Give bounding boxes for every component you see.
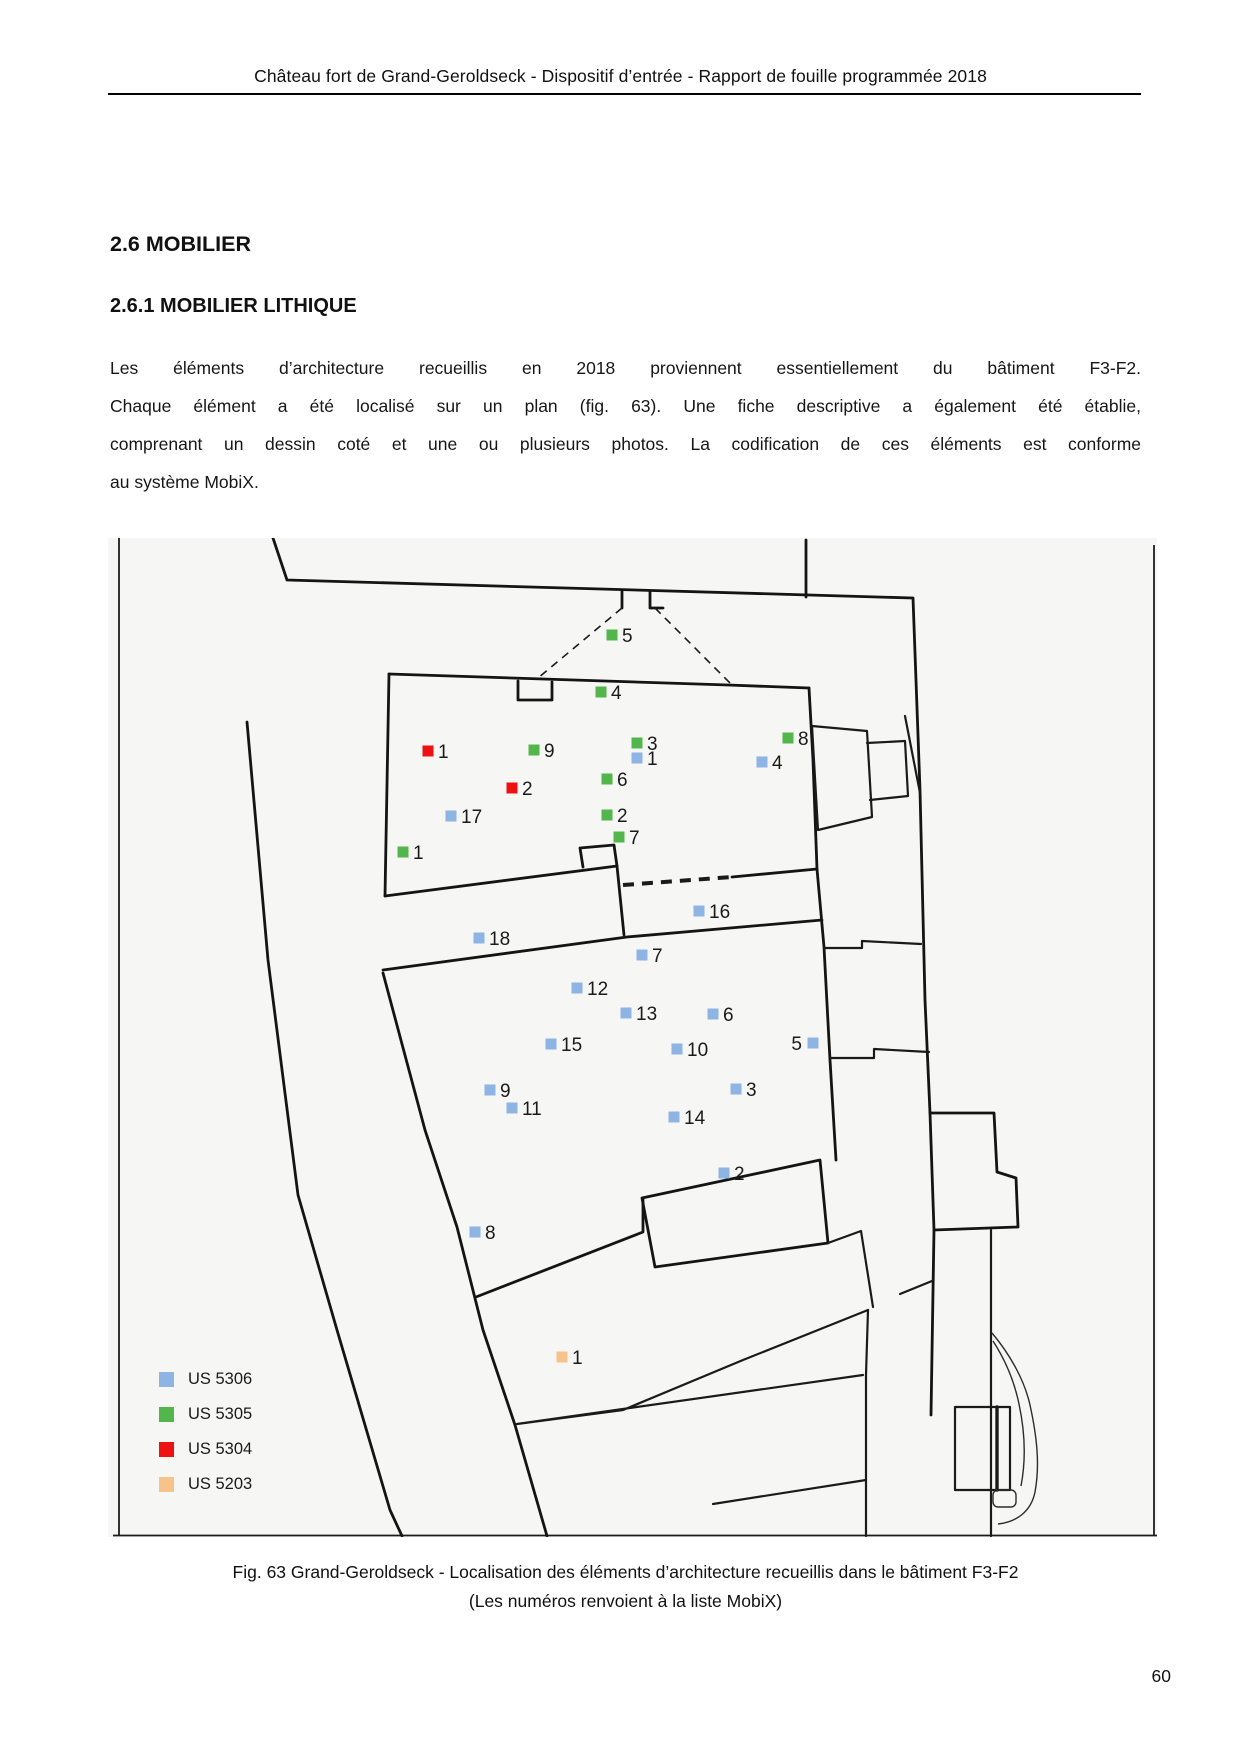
plan-marker-us5306-17	[446, 807, 483, 828]
marker-square	[602, 810, 613, 821]
marker-number: 2	[522, 779, 533, 800]
marker-square	[446, 811, 457, 822]
plan-legend	[159, 1362, 319, 1502]
legend-swatch	[159, 1442, 174, 1457]
section-heading: 2.6 MOBILIER	[110, 232, 251, 256]
legend-label: US 5304	[188, 1440, 253, 1458]
plan-marker-us5306-1	[632, 749, 658, 770]
marker-number: 10	[687, 1040, 709, 1061]
header-rule	[108, 93, 1141, 95]
marker-number: 11	[522, 1099, 542, 1120]
plan-markers-layer	[398, 626, 819, 1369]
legend-swatch	[159, 1372, 174, 1387]
marker-square	[596, 687, 607, 698]
marker-number: 4	[611, 683, 622, 704]
plan-marker-us5306-12	[572, 979, 609, 1000]
plan-marker-us5306-8	[470, 1223, 496, 1244]
marker-number: 18	[489, 929, 511, 950]
marker-number: 14	[684, 1108, 706, 1129]
marker-number: 6	[617, 770, 628, 791]
paragraph-line: Chaque élément a été localisé sur un plan (fig. 63). Une fiche descriptive a également été établie,	[110, 396, 1141, 416]
plan-marker-us5306-18	[474, 929, 511, 950]
paragraph-line: au système MobiX.	[110, 472, 259, 492]
marker-square	[757, 757, 768, 768]
marker-number: 1	[413, 843, 424, 864]
plan-marker-us5306-10	[672, 1040, 709, 1061]
plan-marker-us5306-14	[669, 1108, 706, 1129]
marker-square	[529, 745, 540, 756]
marker-number: 2	[734, 1164, 745, 1185]
plan-marker-us5306-4	[757, 753, 784, 774]
marker-number: 7	[629, 828, 640, 849]
marker-number: 1	[647, 749, 658, 770]
marker-number: 9	[500, 1081, 511, 1102]
marker-number: 1	[438, 742, 449, 763]
subsection-heading: 2.6.1 MOBILIER LITHIQUE	[110, 295, 357, 317]
marker-square	[507, 783, 518, 794]
plan-marker-us5306-11	[507, 1099, 542, 1120]
plan-marker-us5306-16	[694, 902, 731, 923]
marker-number: 4	[772, 753, 783, 774]
marker-square	[783, 733, 794, 744]
figure-caption-line1: Fig. 63 Grand-Geroldseck - Localisation des éléments d’architecture recueillis dans le bâtiment F3-F2	[232, 1562, 1019, 1582]
marker-number: 5	[791, 1034, 802, 1055]
marker-square	[474, 933, 485, 944]
marker-number: 8	[798, 729, 809, 750]
marker-square	[470, 1227, 481, 1238]
marker-square	[621, 1008, 632, 1019]
plan-marker-us5305-6	[602, 770, 628, 791]
plan-marker-us5306-6	[708, 1005, 734, 1026]
marker-square	[602, 774, 613, 785]
marker-square	[398, 847, 409, 858]
page-number: 60	[1151, 1666, 1171, 1686]
plan-marker-us5203-1	[557, 1348, 583, 1369]
plan-marker-us5306-7	[637, 946, 663, 967]
marker-square	[708, 1009, 719, 1020]
marker-square	[507, 1103, 518, 1114]
legend-label: US 5203	[188, 1475, 253, 1493]
paragraph-line: Les éléments d’architecture recueillis en 2018 proviennent essentiellement du bâtiment F3-F2.	[110, 358, 1141, 378]
marker-square	[637, 950, 648, 961]
marker-number: 8	[485, 1223, 496, 1244]
plan-marker-us5305-5	[607, 626, 633, 647]
legend-swatch	[159, 1477, 174, 1492]
plan-marker-us5306-5	[791, 1034, 818, 1055]
plan-marker-us5305-9	[529, 741, 555, 762]
marker-number: 15	[561, 1035, 583, 1056]
rock-contours	[992, 1333, 1037, 1524]
marker-number: 1	[572, 1348, 583, 1369]
marker-number: 9	[544, 741, 555, 762]
figure-caption	[105, 1558, 1146, 1616]
marker-number: 17	[461, 807, 483, 828]
marker-square	[731, 1084, 742, 1095]
marker-number: 16	[709, 902, 731, 923]
marker-square	[485, 1085, 496, 1096]
marker-square	[808, 1038, 819, 1049]
plan-walls-main	[247, 538, 1018, 1536]
body-paragraph	[110, 349, 1141, 501]
page-header-title: Château fort de Grand-Geroldseck - Dispositif d’entrée - Rapport de fouille programmée 2018	[254, 66, 987, 86]
paragraph-line: comprenant un dessin coté et une ou plusieurs photos. La codification de ces éléments est conforme	[110, 434, 1141, 454]
legend-swatch	[159, 1407, 174, 1422]
plan-marker-us5305-1	[398, 843, 424, 864]
marker-number: 13	[636, 1004, 658, 1025]
legend-label: US 5305	[188, 1405, 253, 1423]
marker-square	[572, 983, 583, 994]
plan-marker-us5306-9	[485, 1081, 511, 1102]
marker-square	[632, 738, 643, 749]
legend-item-us5304	[159, 1432, 319, 1467]
plan-marker-us5304-1	[423, 742, 449, 763]
plan-marker-us5304-2	[507, 779, 533, 800]
marker-number: 5	[622, 626, 633, 647]
marker-square	[632, 753, 643, 764]
figure-caption-line2: (Les numéros renvoient à la liste MobiX)	[468, 1591, 783, 1611]
marker-square	[557, 1352, 568, 1363]
legend-item-us5305	[159, 1397, 319, 1432]
plan-marker-us5306-13	[621, 1004, 658, 1025]
marker-number: 3	[746, 1080, 757, 1101]
marker-number: 7	[652, 946, 663, 967]
plan-marker-us5305-2	[602, 806, 628, 827]
marker-number: 2	[617, 806, 628, 827]
plan-marker-us5305-8	[783, 729, 809, 750]
marker-square	[607, 630, 618, 641]
marker-square	[694, 906, 705, 917]
legend-item-us5306	[159, 1362, 319, 1397]
marker-square	[614, 832, 625, 843]
marker-number: 6	[723, 1005, 734, 1026]
legend-label: US 5306	[188, 1370, 253, 1388]
marker-square	[423, 746, 434, 757]
marker-number: 3	[647, 734, 658, 755]
marker-number: 12	[587, 979, 609, 1000]
plan-marker-us5305-7	[614, 828, 640, 849]
marker-square	[719, 1168, 730, 1179]
marker-square	[546, 1039, 557, 1050]
marker-square	[669, 1112, 680, 1123]
plan-marker-us5306-15	[546, 1035, 583, 1056]
plan-marker-us5305-4	[596, 683, 623, 704]
legend-item-us5203	[159, 1467, 319, 1502]
plan-walls-secondary	[517, 716, 1010, 1536]
marker-square	[672, 1044, 683, 1055]
plan-marker-us5306-3	[731, 1080, 757, 1101]
